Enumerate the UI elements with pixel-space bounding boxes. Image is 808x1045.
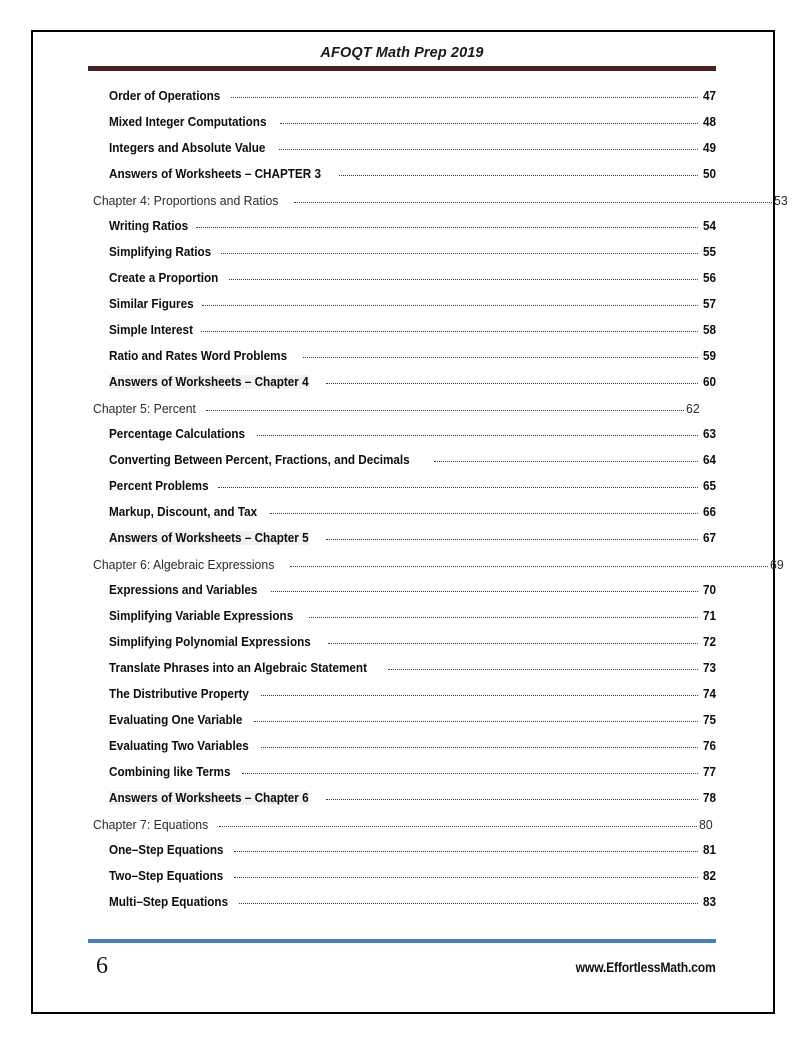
toc-page-number: 80 — [698, 817, 713, 832]
toc-entry-label: Simple Interest — [109, 323, 193, 337]
toc-entry-row[interactable] — [88, 635, 716, 661]
toc-entry-label: Simplifying Polynomial Expressions — [109, 635, 311, 649]
toc-entry-row[interactable] — [88, 115, 716, 141]
toc-entry-label: Combining like Terms — [109, 765, 231, 779]
toc-entry-label: Chapter 6: Algebraic Expressions — [93, 557, 275, 572]
page-footer — [88, 939, 716, 986]
toc-entry-label: Two–Step Equations — [109, 869, 224, 883]
toc-page-number: 57 — [702, 297, 716, 311]
toc-page-number: 63 — [702, 427, 716, 441]
toc-entry-label: Chapter 5: Percent — [93, 401, 196, 416]
toc-dot-leader — [234, 851, 698, 852]
toc-page-number: 83 — [702, 895, 716, 909]
toc-dot-leader — [279, 149, 698, 150]
toc-dot-leader — [388, 669, 698, 670]
toc-entry-row[interactable] — [88, 609, 716, 635]
toc-entry-row[interactable] — [88, 479, 716, 505]
toc-entry-label: Mixed Integer Computations — [109, 115, 267, 129]
toc-entry-row[interactable] — [88, 245, 716, 271]
toc-page-number: 82 — [702, 869, 716, 883]
toc-page-number: 64 — [702, 453, 716, 467]
toc-page-number: 72 — [702, 635, 716, 649]
toc-chapter-row[interactable] — [88, 401, 716, 427]
toc-entry-label: Answers of Worksheets – Chapter 4 — [109, 375, 309, 389]
toc-entry-label: Multi–Step Equations — [109, 895, 229, 909]
toc-entry-label: Create a Proportion — [109, 271, 219, 285]
toc-entry-label: Answers of Worksheets – CHAPTER 3 — [109, 167, 321, 181]
toc-entry-row[interactable] — [88, 791, 716, 817]
toc-page-number: 49 — [702, 141, 716, 155]
toc-entry-row[interactable] — [88, 765, 716, 791]
toc-dot-leader — [309, 617, 698, 618]
toc-dot-leader — [234, 877, 698, 878]
toc-chapter-row[interactable] — [88, 557, 784, 583]
toc-entry-label: Simplifying Ratios — [109, 245, 212, 259]
toc-entry-row[interactable] — [88, 687, 716, 713]
toc-dot-leader — [270, 513, 698, 514]
toc-entry-row[interactable] — [88, 895, 716, 921]
toc-dot-leader — [280, 123, 698, 124]
toc-entry-label: Order of Operations — [109, 89, 221, 103]
toc-page-number: 73 — [702, 661, 716, 675]
toc-entry-label: Percent Problems — [109, 479, 209, 493]
toc-dot-leader — [242, 773, 698, 774]
toc-entry-row[interactable] — [88, 583, 716, 609]
footer-content — [88, 952, 716, 986]
toc-entry-label: Translate Phrases into an Algebraic Statement — [109, 661, 367, 675]
toc-chapter-row[interactable] — [88, 193, 789, 219]
toc-entry-row[interactable] — [88, 843, 716, 869]
toc-dot-leader — [218, 487, 698, 488]
toc-entry-label: Integers and Absolute Value — [109, 141, 266, 155]
toc-dot-leader — [339, 175, 698, 176]
toc-page-number: 75 — [702, 713, 716, 727]
toc-entry-label: Chapter 4: Proportions and Ratios — [93, 193, 279, 208]
footer-divider — [88, 939, 716, 943]
toc-dot-leader — [303, 357, 698, 358]
toc-entry-label: Simplifying Variable Expressions — [109, 609, 294, 623]
toc-page-number: 67 — [702, 531, 716, 545]
toc-page-number: 74 — [702, 687, 716, 701]
toc-page-number: 47 — [702, 89, 716, 103]
toc-dot-leader — [239, 903, 698, 904]
toc-entry-label: Percentage Calculations — [109, 427, 246, 441]
toc-entry-row[interactable] — [88, 89, 716, 115]
website-link[interactable]: www.EffortlessMath.com — [575, 960, 716, 975]
toc-dot-leader — [219, 826, 697, 827]
toc-entry-label: Writing Ratios — [109, 219, 189, 233]
toc-dot-leader — [326, 539, 698, 540]
toc-dot-leader — [254, 721, 698, 722]
toc-dot-leader — [221, 253, 698, 254]
toc-dot-leader — [201, 331, 698, 332]
toc-dot-leader — [294, 202, 772, 203]
toc-page-number: 69 — [770, 557, 784, 572]
toc-page-number: 55 — [702, 245, 716, 259]
toc-dot-leader — [202, 305, 698, 306]
toc-dot-leader — [231, 97, 698, 98]
toc-page-number: 76 — [702, 739, 716, 753]
toc-entry-label: Evaluating Two Variables — [109, 739, 249, 753]
toc-entry-label: Ratio and Rates Word Problems — [109, 349, 288, 363]
toc-entry-label: The Distributive Property — [109, 687, 249, 701]
toc-page-number: 77 — [702, 765, 716, 779]
toc-entry-row[interactable] — [88, 713, 716, 739]
toc-page-number: 59 — [702, 349, 716, 363]
toc-entry-label: One–Step Equations — [109, 843, 224, 857]
toc-page-number: 70 — [702, 583, 716, 597]
toc-page-number: 50 — [702, 167, 716, 181]
toc-entry-row[interactable] — [88, 271, 716, 297]
toc-entry-row[interactable] — [88, 297, 716, 323]
toc-entry-row[interactable] — [88, 531, 716, 557]
toc-page-number: 66 — [702, 505, 716, 519]
toc-entry-label: Converting Between Percent, Fractions, and Decimals — [109, 453, 410, 467]
toc-chapter-row[interactable] — [88, 817, 716, 843]
header-divider — [88, 66, 716, 71]
toc-entry-row[interactable] — [88, 323, 716, 349]
toc-entry-row[interactable] — [88, 453, 716, 479]
toc-page-number: 78 — [702, 791, 716, 805]
toc-page-number: 65 — [702, 479, 716, 493]
page-number: 6 — [96, 953, 108, 979]
toc-dot-leader — [328, 643, 698, 644]
toc-dot-leader — [257, 435, 698, 436]
page-header — [88, 44, 716, 71]
toc-entry-row[interactable] — [88, 167, 716, 193]
table-of-contents — [88, 89, 789, 921]
toc-entry-row[interactable] — [88, 219, 716, 245]
toc-dot-leader — [196, 227, 698, 228]
toc-dot-leader — [206, 410, 684, 411]
toc-page-number: 62 — [685, 401, 700, 416]
toc-dot-leader — [271, 591, 698, 592]
toc-dot-leader — [261, 695, 698, 696]
toc-dot-leader — [434, 461, 698, 462]
toc-entry-row[interactable] — [88, 661, 716, 687]
toc-page-number: 48 — [702, 115, 716, 129]
toc-entry-label: Similar Figures — [109, 297, 194, 311]
toc-dot-leader — [326, 799, 698, 800]
toc-dot-leader — [326, 383, 698, 384]
toc-page-number: 58 — [702, 323, 716, 337]
toc-page-number: 71 — [702, 609, 716, 623]
toc-dot-leader — [290, 566, 768, 567]
toc-entry-row[interactable] — [88, 375, 716, 401]
toc-page-number: 56 — [702, 271, 716, 285]
toc-entry-label: Expressions and Variables — [109, 583, 258, 597]
toc-entry-row[interactable] — [88, 427, 716, 453]
page-title: AFOQT Math Prep 2019 — [320, 45, 484, 61]
toc-entry-row[interactable] — [88, 505, 716, 531]
toc-entry-label: Markup, Discount, and Tax — [109, 505, 258, 519]
toc-dot-leader — [229, 279, 698, 280]
toc-entry-row[interactable] — [88, 349, 716, 375]
toc-entry-label: Evaluating One Variable — [109, 713, 243, 727]
toc-entry-row[interactable] — [88, 141, 716, 167]
toc-entry-label: Answers of Worksheets – Chapter 6 — [109, 791, 309, 805]
toc-entry-label: Answers of Worksheets – Chapter 5 — [109, 531, 309, 545]
toc-entry-row[interactable] — [88, 869, 716, 895]
toc-page-number: 81 — [702, 843, 716, 857]
toc-page-number: 53 — [774, 193, 789, 208]
toc-page-number: 60 — [702, 375, 716, 389]
toc-entry-row[interactable] — [88, 739, 716, 765]
toc-entry-label: Chapter 7: Equations — [93, 817, 209, 832]
toc-dot-leader — [261, 747, 698, 748]
toc-page-number: 54 — [702, 219, 716, 233]
